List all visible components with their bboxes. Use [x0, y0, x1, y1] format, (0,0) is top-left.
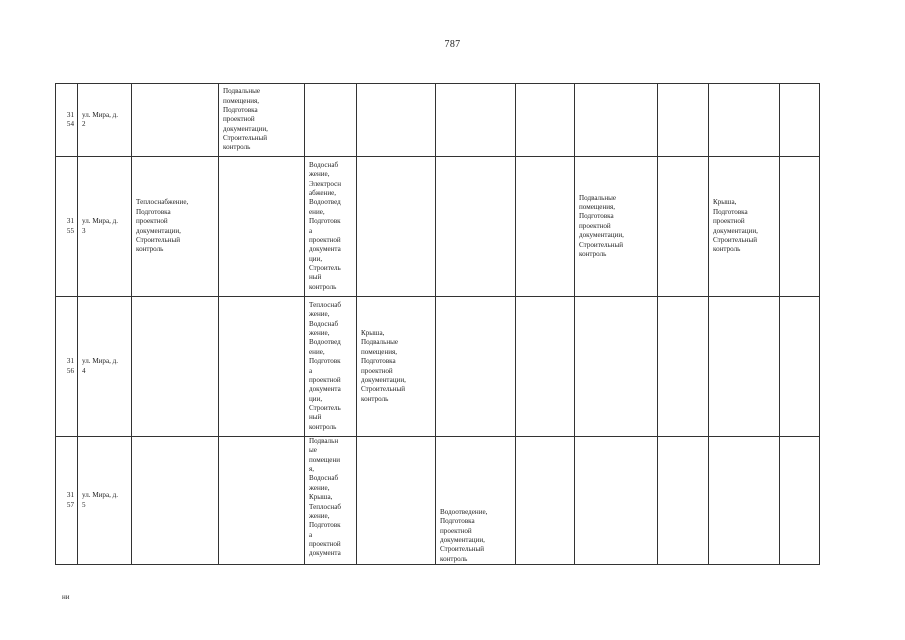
work-cell — [658, 437, 709, 565]
address-cell — [78, 437, 132, 565]
work-cell — [219, 297, 305, 437]
cell-text: Подвальные помещения, Подготовка проектной документации, Строительный контроль — [579, 193, 624, 258]
table-row — [56, 84, 820, 157]
work-cell — [357, 84, 436, 157]
work-cell — [132, 437, 219, 565]
work-cell — [658, 157, 709, 297]
cell-text: Водоснаб жение, Электросн абжение, Водоотвед ение, Подготовк а проектной документа ции, Строитель ный контроль — [309, 160, 342, 291]
cell-text: Водоотведение, Подготовка проектной документации, Строительный контроль — [440, 507, 488, 563]
work-cell — [436, 84, 516, 157]
cell-text: ул. Мира, д. 2 — [82, 110, 119, 128]
work-cell — [305, 157, 357, 297]
work-cell — [575, 157, 658, 297]
address-cell — [78, 157, 132, 297]
work-cell — [780, 157, 820, 297]
work-cell — [132, 157, 219, 297]
work-cell — [575, 84, 658, 157]
table-row — [56, 437, 820, 565]
cell-text: Теплоснабжение, Подготовка проектной документации, Строительный контроль — [136, 198, 189, 254]
work-cell — [219, 157, 305, 297]
cell-text: 31 56 — [66, 357, 74, 375]
work-cell — [305, 84, 357, 157]
work-cell — [575, 297, 658, 437]
work-cell — [357, 157, 436, 297]
cell-text: 31 55 — [66, 217, 74, 235]
cell-text: Подвальн ые помещени я, Водоснаб жение, Крыша, Теплоснаб жение, Подготовк а проектной документа — [309, 437, 341, 558]
work-cell — [436, 297, 516, 437]
work-cell — [357, 437, 436, 565]
cell-text: Теплоснаб жение, Водоснаб жение, Водоотвед ение, Подготовк а проектной документа ции, Строитель ный контроль — [309, 300, 341, 431]
work-cell — [357, 297, 436, 437]
cell-text: ул. Мира, д. 5 — [82, 491, 119, 509]
table-row — [56, 297, 820, 437]
row-number-cell — [56, 297, 78, 437]
cell-text: Подвальные помещения, Подготовка проектной документации, Строительный контроль — [223, 87, 268, 152]
work-cell — [516, 84, 575, 157]
work-cell — [658, 84, 709, 157]
work-cell — [709, 157, 780, 297]
footer-mark: ни — [62, 593, 70, 601]
cell-text: 31 54 — [66, 110, 74, 128]
work-cell — [436, 157, 516, 297]
row-number-cell — [56, 437, 78, 565]
cell-text: ул. Мира, д. 4 — [82, 357, 119, 375]
work-cell — [709, 297, 780, 437]
work-cell — [516, 437, 575, 565]
table-row — [56, 157, 820, 297]
work-cell — [780, 437, 820, 565]
work-cell — [780, 297, 820, 437]
work-cell — [658, 297, 709, 437]
work-cell — [305, 297, 357, 437]
work-cell — [780, 84, 820, 157]
work-cell — [132, 84, 219, 157]
work-cell — [709, 84, 780, 157]
cell-text: Крыша, Подвальные помещения, Подготовка проектной документации, Строительный контроль — [361, 329, 406, 403]
work-cell — [709, 437, 780, 565]
work-cell — [575, 437, 658, 565]
work-cell — [516, 297, 575, 437]
work-cell — [219, 84, 305, 157]
work-cell — [132, 297, 219, 437]
page-number: 787 — [444, 39, 461, 50]
cell-text: 31 57 — [66, 491, 74, 509]
cell-text: ул. Мира, д. 3 — [82, 217, 119, 235]
work-cell — [219, 437, 305, 565]
work-cell — [436, 437, 516, 565]
work-cell — [305, 437, 357, 565]
work-cell — [516, 157, 575, 297]
row-number-cell — [56, 157, 78, 297]
address-cell — [78, 84, 132, 157]
address-cell — [78, 297, 132, 437]
cell-text: Крыша, Подготовка проектной документации, Строительный контроль — [713, 198, 758, 254]
repair-schedule-table — [55, 83, 820, 565]
row-number-cell — [56, 84, 78, 157]
